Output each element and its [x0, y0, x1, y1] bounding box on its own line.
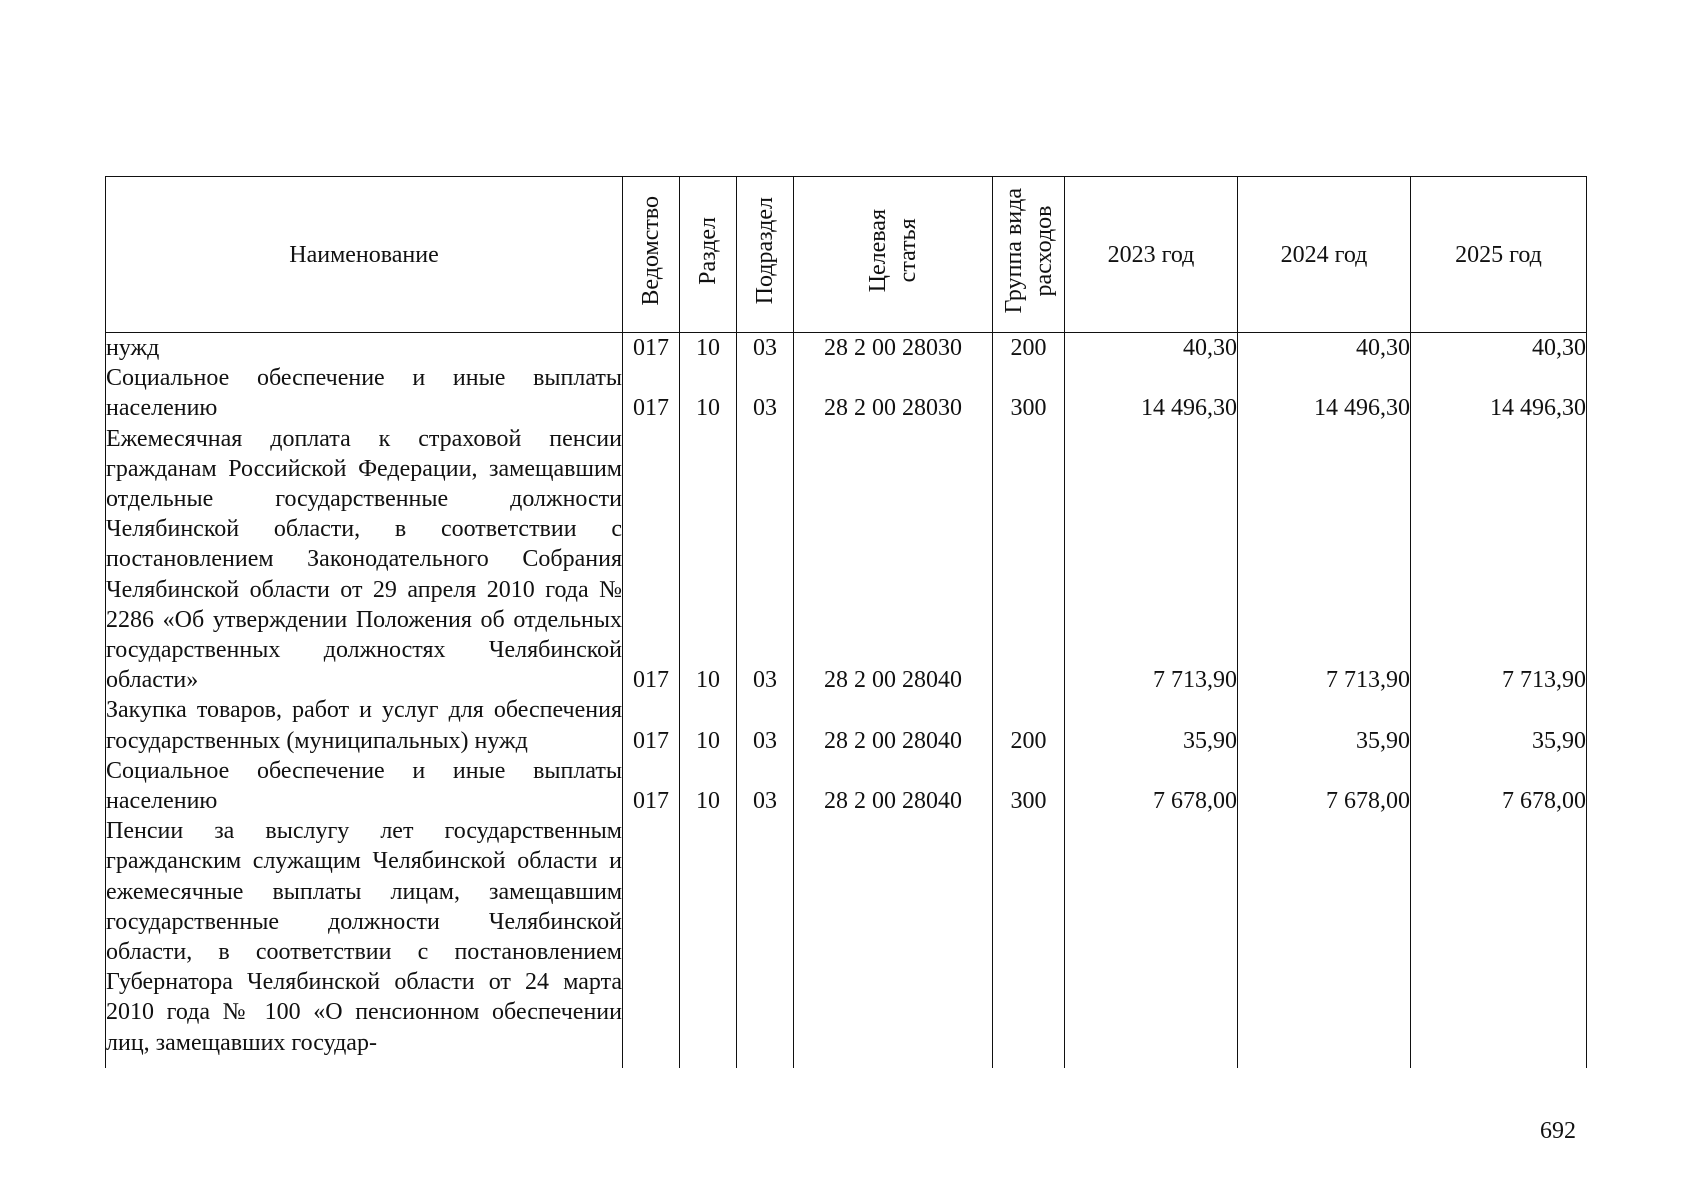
row-vedomstvo: 017: [623, 333, 680, 364]
row-name: Социальное обеспечение и иные выплаты населению: [106, 756, 623, 816]
row-vedomstvo: 017: [623, 756, 680, 816]
row-podrazdel: 03: [737, 695, 794, 755]
row-podrazdel: 03: [737, 363, 794, 423]
row-amount-2023: 7 713,90: [1065, 424, 1238, 696]
header-2023: 2023 год: [1065, 177, 1238, 333]
table-row: [106, 816, 1587, 1068]
header-2024: 2024 год: [1238, 177, 1411, 333]
row-gruppa: 300: [993, 756, 1065, 816]
row-celevaya-statya: 28 2 00 28030: [794, 333, 993, 364]
row-celevaya-statya: [794, 816, 993, 1068]
row-podrazdel: 03: [737, 756, 794, 816]
row-amount-2023: 14 496,30: [1065, 363, 1238, 423]
header-razdel: Раздел: [680, 177, 737, 333]
row-name: Социальное обеспечение и иные выплаты населению: [106, 363, 623, 423]
row-amount-2024: 7 678,00: [1238, 756, 1411, 816]
row-vedomstvo: 017: [623, 424, 680, 696]
page-number: 692: [1540, 1118, 1576, 1144]
row-amount-2025: 14 496,30: [1411, 363, 1587, 423]
row-razdel: 10: [680, 333, 737, 364]
row-podrazdel: 03: [737, 333, 794, 364]
header-celevaya-statya: Целевая статья: [794, 177, 993, 333]
row-celevaya-statya: 28 2 00 28030: [794, 363, 993, 423]
row-amount-2023: 35,90: [1065, 695, 1238, 755]
row-amount-2024: [1238, 816, 1411, 1068]
row-amount-2024: 7 713,90: [1238, 424, 1411, 696]
header-vedomstvo: Ведомство: [623, 177, 680, 333]
row-name: Пенсии за выслугу лет государственным гражданским служащим Челябинской области и ежемесячные выплаты лицам, замещавшим государственные должности Челябинской области, в соответствии с постановлением Губернатора Челябинской области от 24 марта 2010 года № 100 «О пенсионном обеспечении лиц, замещавших государ-: [106, 816, 623, 1068]
header-gruppa-vida-rashodov: Группа вида расходов: [993, 177, 1065, 333]
table-row: [106, 333, 1587, 364]
row-amount-2023: [1065, 816, 1238, 1068]
row-vedomstvo: [623, 816, 680, 1068]
row-amount-2023: 7 678,00: [1065, 756, 1238, 816]
row-gruppa: [993, 424, 1065, 696]
row-podrazdel: [737, 816, 794, 1068]
row-amount-2025: 7 713,90: [1411, 424, 1587, 696]
row-razdel: [680, 816, 737, 1068]
table-row: [106, 424, 1587, 696]
table-row: [106, 756, 1587, 816]
row-name: нужд: [106, 333, 623, 364]
row-gruppa: 200: [993, 333, 1065, 364]
row-razdel: 10: [680, 424, 737, 696]
row-celevaya-statya: 28 2 00 28040: [794, 756, 993, 816]
row-podrazdel: 03: [737, 424, 794, 696]
row-amount-2024: 40,30: [1238, 333, 1411, 364]
row-amount-2024: 14 496,30: [1238, 363, 1411, 423]
row-razdel: 10: [680, 363, 737, 423]
row-celevaya-statya: 28 2 00 28040: [794, 424, 993, 696]
row-gruppa: [993, 816, 1065, 1068]
row-razdel: 10: [680, 756, 737, 816]
row-amount-2025: 40,30: [1411, 333, 1587, 364]
header-podrazdel: Подраздел: [737, 177, 794, 333]
table-body: [106, 333, 1587, 1069]
row-name: Ежемесячная доплата к страховой пенсии гражданам Российской Федерации, замещавшим отдельные государственные должности Челябинской области, в соответствии с постановлением Законодательного Собрания Челябинской области от 29 апреля 2010 года № 2286 «Об утверждении Положения об отдельных государственных должностях Челябинской области»: [106, 424, 623, 696]
table-row: [106, 363, 1587, 423]
row-amount-2025: 35,90: [1411, 695, 1587, 755]
row-amount-2025: [1411, 816, 1587, 1068]
header-name: Наименование: [106, 177, 623, 333]
table-header-row: [106, 177, 1587, 333]
row-gruppa: 300: [993, 363, 1065, 423]
row-amount-2023: 40,30: [1065, 333, 1238, 364]
row-celevaya-statya: 28 2 00 28040: [794, 695, 993, 755]
row-vedomstvo: 017: [623, 363, 680, 423]
header-2025: 2025 год: [1411, 177, 1587, 333]
row-amount-2024: 35,90: [1238, 695, 1411, 755]
table-row: [106, 695, 1587, 755]
row-vedomstvo: 017: [623, 695, 680, 755]
row-gruppa: 200: [993, 695, 1065, 755]
budget-table: [105, 176, 1587, 1068]
row-razdel: 10: [680, 695, 737, 755]
row-amount-2025: 7 678,00: [1411, 756, 1587, 816]
row-name: Закупка товаров, работ и услуг для обеспечения государственных (муниципальных) нужд: [106, 695, 623, 755]
